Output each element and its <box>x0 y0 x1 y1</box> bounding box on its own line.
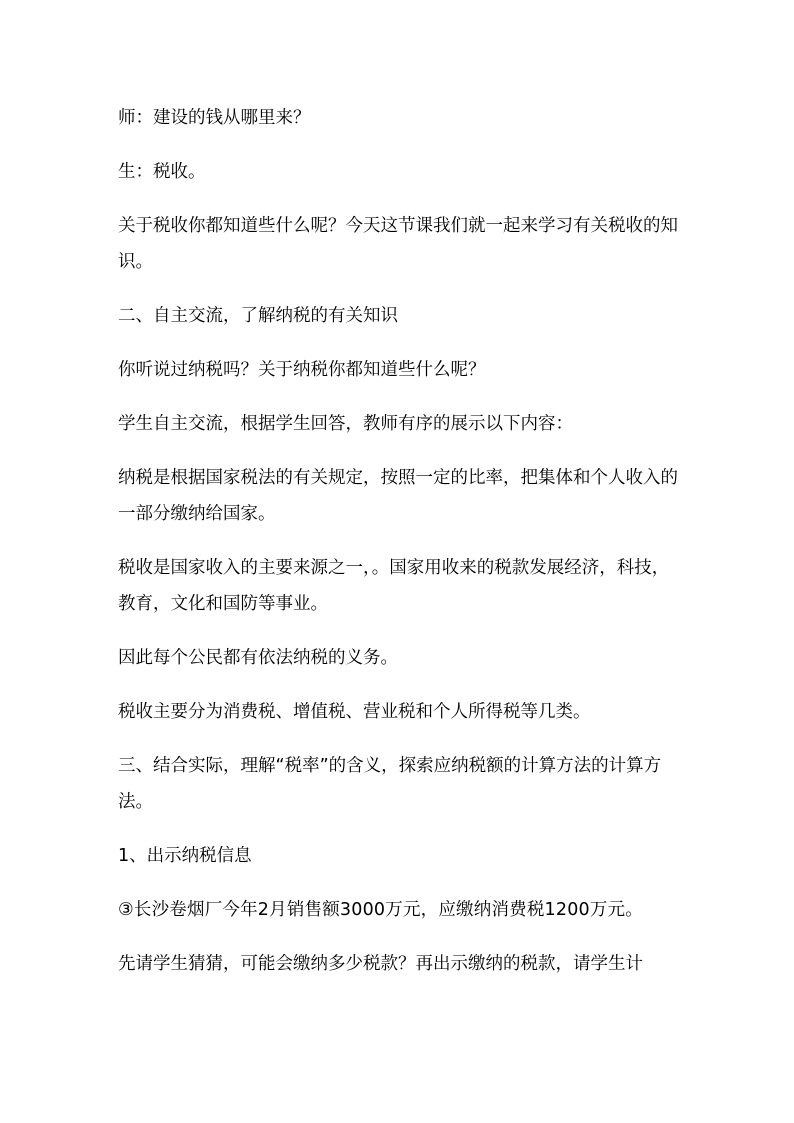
section-heading-3: 三、结合实际，理解“税率”的含义，探索应纳税额的计算方法的计算方法。 <box>118 756 662 812</box>
paragraph-exchange: 学生自主交流，根据学生回答，教师有序的展示以下内容： <box>118 414 573 434</box>
paragraph-tax-revenue: 税收是国家收入的主要来源之一，。国家用收来的税款发展经济，科技，教育，文化和国防等事业。 <box>118 558 670 614</box>
paragraph-question: 你听说过纳税吗？关于纳税你都知道些什么呢？ <box>118 360 486 380</box>
subheading-tax-info: 1、出示纳税信息 <box>118 846 252 866</box>
paragraph-obligation: 因此每个公民都有依法纳税的义务。 <box>118 648 398 668</box>
document-body <box>118 100 680 1000</box>
paragraph-tax-types: 税收主要分为消费税、增值税、营业税和个人所得税等几类。 <box>118 702 591 722</box>
paragraph-intro: 关于税收你都知道些什么呢？今天这节课我们就一起来学习有关税收的知识。 <box>118 216 678 272</box>
section-heading-2: 二、自主交流，了解纳税的有关知识 <box>118 306 398 326</box>
paragraph-guess: 先请学生猜猜，可能会缴纳多少税款？再出示缴纳的税款，请学生计 <box>118 954 643 974</box>
paragraph-student-answer: 生：税收。 <box>118 162 206 182</box>
paragraph-example: ③长沙卷烟厂今年2月销售额3000万元，应缴纳消费税1200万元。 <box>118 900 643 920</box>
paragraph-teacher-question: 师：建设的钱从哪里来？ <box>118 108 311 128</box>
paragraph-tax-definition: 纳税是根据国家税法的有关规定，按照一定的比率，把集体和个人收入的一部分缴纳给国家。 <box>118 468 678 524</box>
